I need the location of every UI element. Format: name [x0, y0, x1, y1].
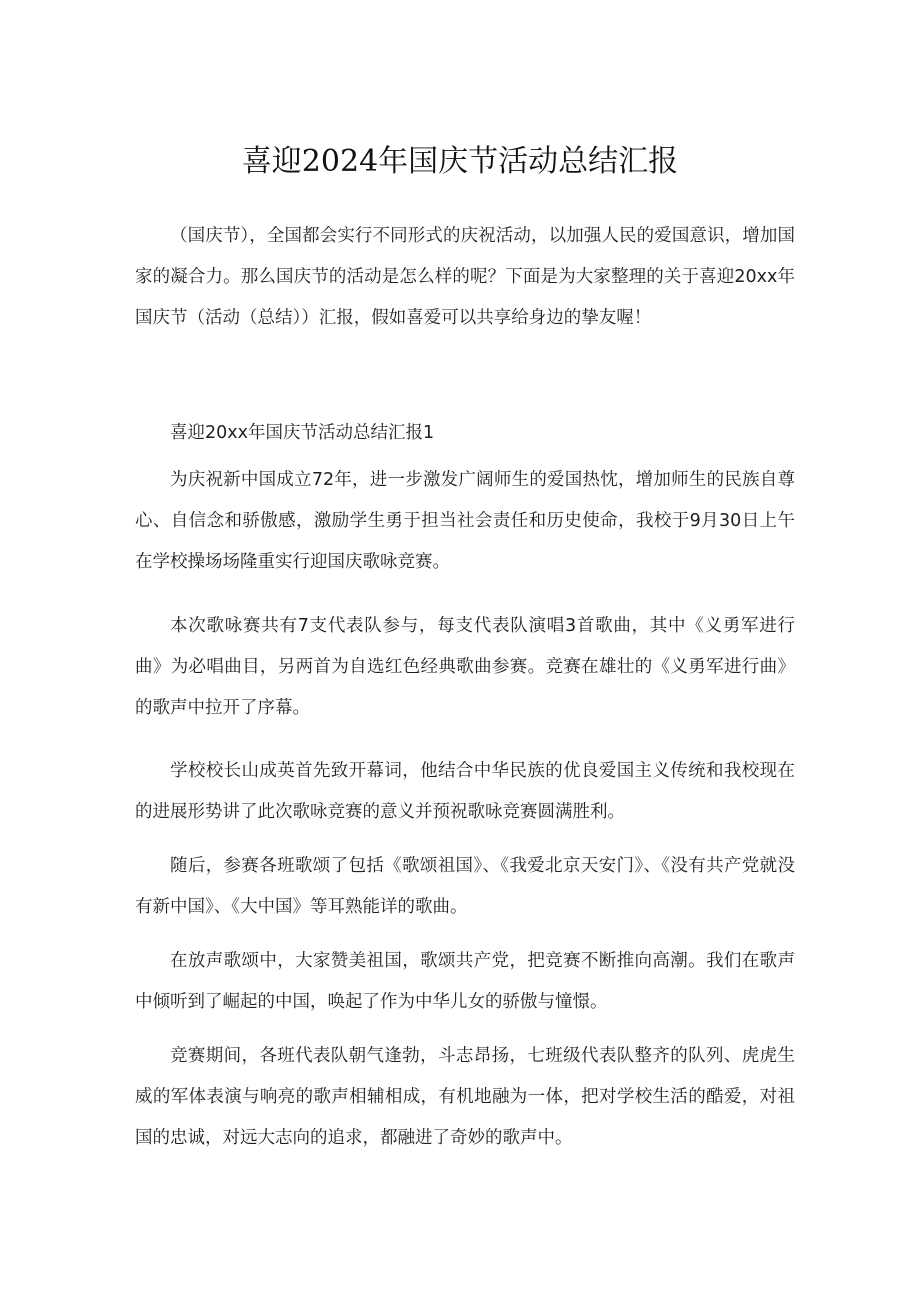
body-paragraph: 本次歌咏赛共有7支代表队参与，每支代表队演唱3首歌曲，其中《义勇军进行曲》为必唱曲目，另两首为自选红色经典歌曲参赛。竞赛在雄壮的《义勇军进行曲》的歌声中拉开了序幕。: [135, 616, 795, 718]
document-title: 喜迎2024年国庆节活动总结汇报: [241, 144, 679, 179]
body-paragraph: 在放声歌颂中，大家赞美祖国，歌颂共产党，把竞赛不断推向高潮。我们在歌声中倾听到了崛起的中国，唤起了作为中华儿女的骄傲与憧憬。: [135, 951, 795, 1012]
body-paragraph: 为庆祝新中国成立72年，进一步激发广阔师生的爱国热忱，增加师生的民族自尊心、自信念和骄傲感，激励学生勇于担当社会责任和历史使命，我校于9月30日上午在学校操场场隆重实行迎国庆歌咏竞赛。: [135, 470, 795, 572]
intro-paragraph: （国庆节），全国都会实行不同形式的庆祝活动，以加强人民的爱国意识，增加国家的凝合力。那么国庆节的活动是怎么样的呢？下面是为大家整理的关于喜迎20xx年国庆节（活动（总结））汇报，假如喜爱可以共享给身边的挚友喔！: [135, 226, 795, 328]
body-paragraph: 竞赛期间，各班代表队朝气逢勃，斗志昂扬，七班级代表队整齐的队列、虎虎生威的军体表演与响亮的歌声相辅相成，有机地融为一体，把对学校生活的酷爱，对祖国的忠诚，对远大志向的追求，都融进了奇妙的歌声中。: [135, 1046, 795, 1148]
section-heading: 喜迎20xx年国庆节活动总结汇报1: [170, 423, 435, 443]
body-paragraph: 随后，参赛各班歌颂了包括《歌颂祖国》、《我爱北京天安门》、《没有共产党就没有新中国》、《大中国》等耳熟能详的歌曲。: [135, 856, 795, 917]
body-paragraph: 学校校长山成英首先致开幕词，他结合中华民族的优良爱国主义传统和我校现在的进展形势讲了此次歌咏竞赛的意义并预祝歌咏竞赛圆满胜利。: [135, 761, 795, 822]
